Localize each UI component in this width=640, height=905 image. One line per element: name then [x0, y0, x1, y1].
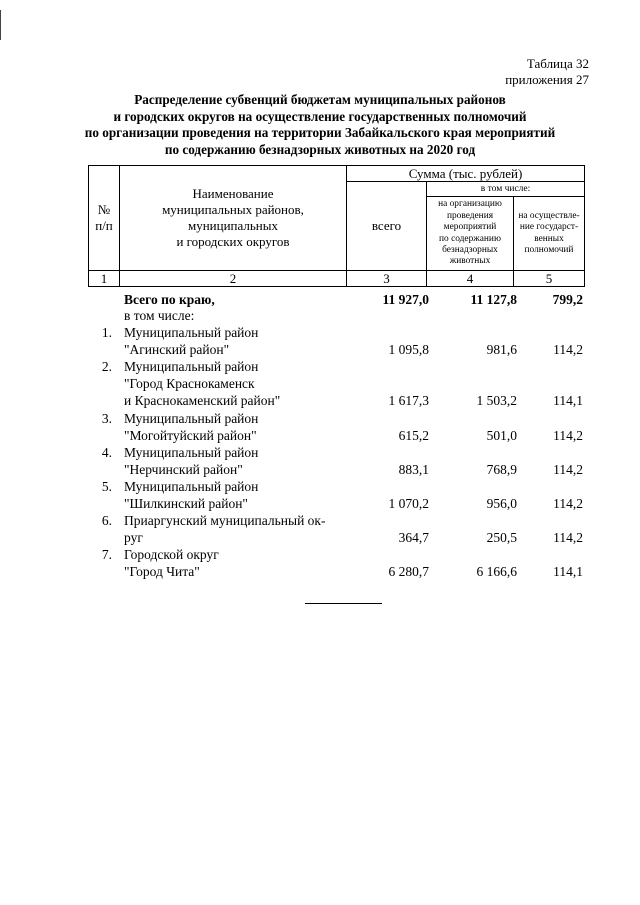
document-title — [60, 92, 580, 158]
row-value-all: 615,2 — [398, 427, 429, 443]
total-value-all: 11 927,0 — [382, 292, 429, 307]
row-name-line: "Могойтуйский район" — [124, 427, 257, 443]
row-name-line: "Шилкинский район" — [124, 495, 248, 511]
row-number: 5. — [101, 478, 112, 494]
including-label: в том числе: — [124, 308, 195, 323]
row-value-activities: 956,0 — [486, 495, 517, 511]
header-sum: Сумма (тыс. рублей) — [408, 165, 523, 181]
row-name-line: "Агинский район" — [124, 342, 230, 358]
header-total: всего — [371, 218, 402, 233]
row-name-line: "Нерчинский район" — [124, 461, 243, 477]
col-index-4: 4 — [466, 270, 474, 286]
row-name-line: Муниципальный район — [124, 325, 259, 340]
row-name-line: Муниципальный район — [124, 444, 259, 460]
table-row — [0, 547, 640, 581]
table-row — [0, 513, 640, 547]
col-index-5: 5 — [545, 270, 553, 286]
title-line: по организации проведения на территории Забайкальского края мероприятий — [84, 125, 556, 140]
appendix-number: приложения 27 — [505, 72, 589, 87]
row-name-line: Муниципальный район — [124, 359, 259, 375]
row-name-line: Городской округ — [124, 547, 219, 563]
row-number: 1. — [101, 325, 112, 340]
row-value-powers: 114,2 — [553, 530, 583, 546]
row-value-activities: 768,9 — [486, 461, 517, 477]
table-header — [88, 165, 585, 287]
row-value-powers: 114,1 — [553, 564, 583, 580]
total-value-activities: 11 127,8 — [470, 292, 517, 307]
row-name-line: и Краснокаменский район" — [124, 393, 281, 409]
binding-margin-line — [0, 10, 1, 40]
row-value-powers: 114,2 — [553, 461, 583, 477]
table-number: Таблица 32 — [526, 56, 589, 71]
header-name: Наименование муниципальных районов, муниципальных и городских округов — [162, 186, 304, 249]
header-incl: в том числе: — [480, 184, 531, 194]
header-col4: на организацию проведения мероприятий по содержанию безнадзорных животных — [438, 199, 502, 267]
row-value-activities: 501,0 — [486, 427, 517, 443]
table-row — [0, 325, 640, 359]
row-value-powers: 114,2 — [553, 342, 583, 358]
row-number: 2. — [101, 359, 112, 375]
row-value-all: 364,7 — [398, 530, 429, 546]
row-name-line: руг — [124, 530, 143, 546]
row-name-line: "Город Чита" — [124, 564, 200, 580]
row-value-powers: 114,1 — [553, 393, 583, 409]
row-value-powers: 114,2 — [553, 495, 583, 511]
header-num: № п/п — [95, 202, 113, 233]
title-line: и городских округов на осуществление государственных полномочий — [113, 108, 527, 124]
row-value-all: 6 280,7 — [388, 564, 429, 580]
title-line: по содержанию безнадзорных животных на 2020 год — [164, 141, 476, 157]
col-index-3: 3 — [383, 270, 390, 286]
row-value-activities: 981,6 — [486, 342, 517, 358]
row-value-activities: 250,5 — [486, 530, 517, 546]
row-value-all: 1 617,3 — [388, 393, 429, 409]
col-index-1: 1 — [100, 270, 108, 286]
row-value-all: 1 095,8 — [388, 342, 429, 358]
row-value-activities: 6 166,6 — [476, 564, 517, 580]
row-value-all: 883,1 — [398, 461, 429, 477]
row-value-powers: 114,2 — [553, 427, 583, 443]
total-value-powers: 799,2 — [552, 292, 583, 307]
row-name-line: Приаргунский муниципальный ок- — [124, 513, 326, 529]
total-label: Всего по краю, — [124, 292, 215, 307]
col-index-2: 2 — [229, 270, 237, 286]
row-number: 6. — [101, 513, 112, 529]
table-row — [0, 411, 640, 445]
row-name-line: Муниципальный район — [124, 478, 259, 494]
table-row — [0, 359, 640, 410]
row-name-line: "Город Краснокаменск — [124, 376, 255, 392]
table-row — [0, 479, 640, 513]
row-number: 7. — [101, 547, 112, 563]
row-value-all: 1 070,2 — [388, 495, 429, 511]
row-number: 4. — [101, 444, 112, 460]
row-name-line: Муниципальный район — [124, 410, 259, 426]
title-line: Распределение субвенций бюджетам муниципальных районов — [134, 92, 506, 107]
table-row — [0, 445, 640, 479]
end-rule — [305, 603, 382, 604]
row-number: 3. — [101, 410, 112, 426]
header-col5: на осуществле- ние государст- венных полномочий — [518, 210, 580, 255]
row-value-activities: 1 503,2 — [476, 393, 517, 409]
